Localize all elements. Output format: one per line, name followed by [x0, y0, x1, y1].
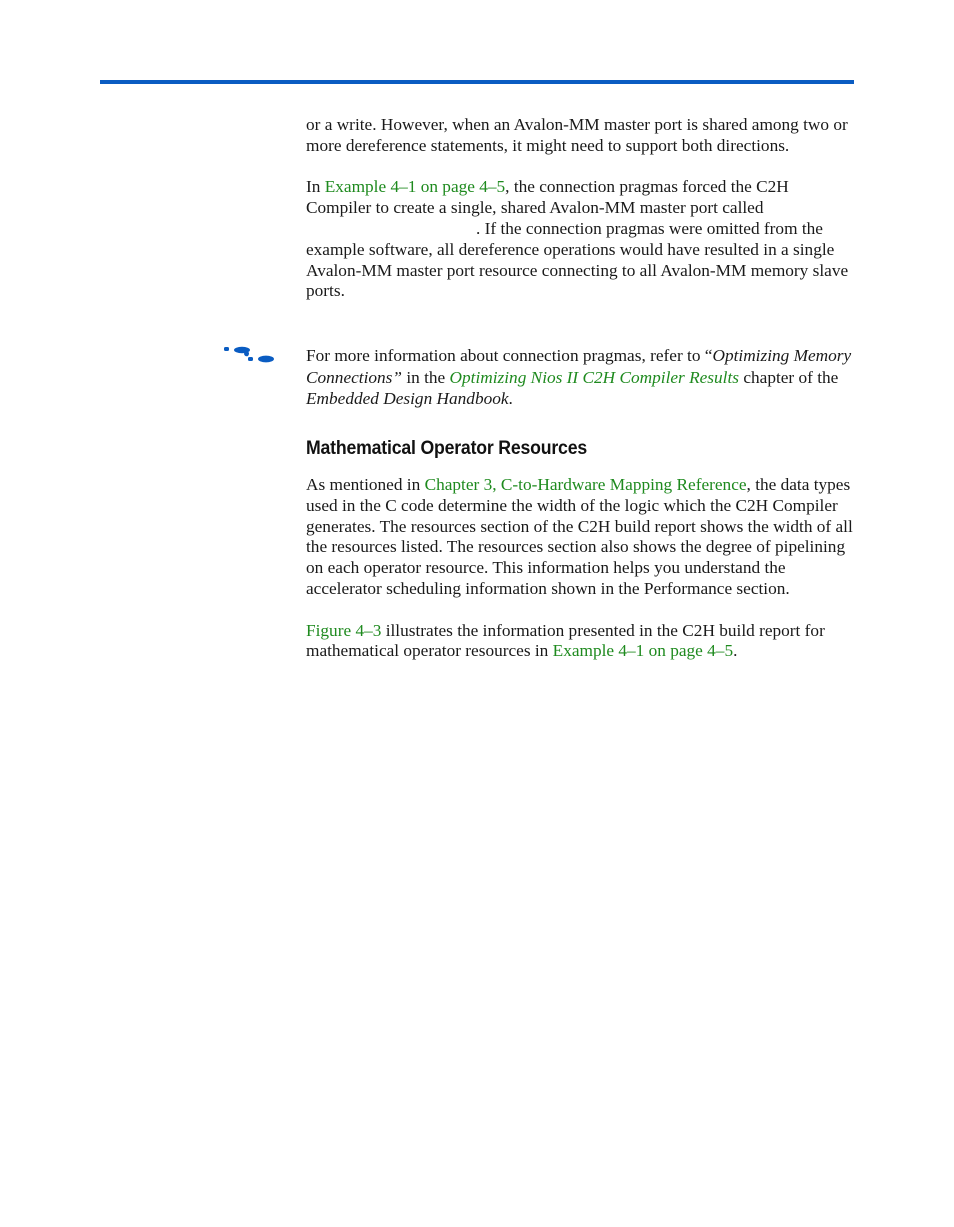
paragraph-text-end: .	[733, 641, 738, 661]
section-heading: Mathematical Operator Resources	[306, 438, 587, 459]
paragraph-text-end: , the data types used in the C code determine the width of the logic which the C2H Compiler generates. The resources section of the C2H build report shows the width of all the resources listed. The resources section also shows the degree of pipelining on each operator resource. This information helps you understand the accelerator scheduling information shown in the Performance section.	[306, 475, 853, 598]
link-example-4-1-second[interactable]: Example 4–1 on page 4–5	[552, 641, 734, 661]
paragraph-directions	[306, 115, 854, 157]
note-box	[306, 345, 854, 410]
paragraph-text-start: In	[306, 177, 325, 197]
header-rule	[100, 80, 854, 84]
paragraph-data-types	[306, 475, 854, 600]
note-handbook: Embedded Design Handbook	[306, 389, 509, 408]
paragraph-text: or a write. However, when an Avalon-MM master port is shared among two or more dereference statements, it might need to support both directions.	[306, 115, 848, 155]
paragraph-figure-4-3	[306, 621, 854, 663]
paragraph-connection-pragmas	[306, 177, 854, 302]
paragraph-text-start: As mentioned in	[306, 475, 425, 494]
note-end: .	[508, 389, 513, 408]
link-example-4-1[interactable]: Example 4–1 on page 4–5	[324, 177, 506, 197]
note-text-middle: in the	[402, 367, 450, 387]
link-figure-4-3[interactable]: Figure 4–3	[306, 620, 382, 640]
link-chapter-3[interactable]: Chapter 3, C-to-Hardware Mapping Reference	[424, 475, 747, 494]
body-text-bottom	[306, 475, 854, 662]
body-text-top	[306, 115, 854, 323]
paragraph-text-end: . If the connection pragmas were omitted from the example software, all dereference operations would have resulted in a single Avalon-MM master port resource connecting to all Avalon-MM memory slave ports.	[306, 218, 849, 301]
footprints-icon	[222, 345, 276, 365]
note-italic-title: Optimizing Memory Connections”	[306, 346, 852, 387]
note-chapter-of: chapter of the	[739, 367, 839, 387]
paragraph-text-middle: illustrates the information presented in the C2H build report for mathematical operator resources in	[306, 620, 825, 661]
paragraph-text-middle: , the connection pragmas forced the C2H Compiler to create a single, shared Avalon-MM master port called	[306, 177, 789, 218]
link-optimizing-nios[interactable]: Optimizing Nios II C2H Compiler Results	[449, 367, 740, 387]
note-text-start: For more information about connection pragmas, refer to “	[306, 346, 713, 365]
